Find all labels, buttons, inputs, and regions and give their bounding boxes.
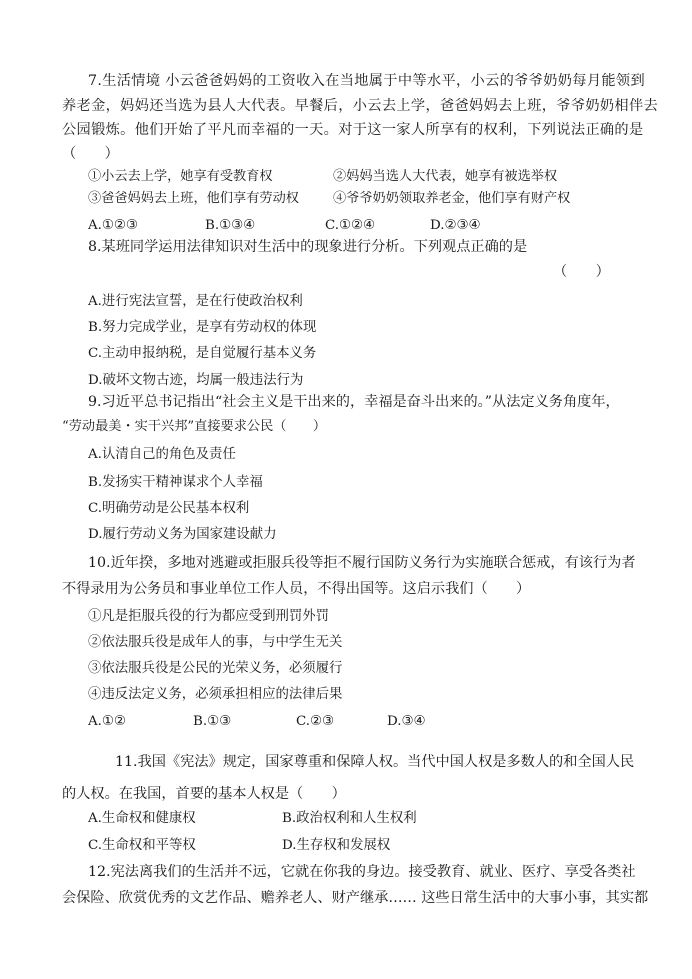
q12-line-2: 会保险、欣赏优秀的文艺作品、赡养老人、财产继承…… 这些日常生活中的大事小事，其实都	[62, 890, 649, 906]
q7-statement-4: ④爷爷奶奶领取养老金，他们享有财产权	[333, 191, 571, 206]
q7-line-2: 养老金，妈妈还当选为县人大代表。早餐后，小云去上学，爸爸妈妈去上班，爷爷奶奶相伴去	[62, 98, 659, 114]
q10-option-a: A.①②	[88, 714, 126, 729]
q8-option-d: D.破坏文物古迹，均属一般违法行为	[88, 373, 304, 388]
q7-option-a: A.①②③	[88, 218, 138, 233]
q10-option-b: B.①③	[193, 714, 232, 729]
q11-option-a: A.生命权和健康权	[88, 811, 196, 826]
q8-option-b: B.努力完成学业，是享有劳动权的体现	[88, 320, 317, 335]
q10-statement-1: ①凡是拒服兵役的行为都应受到刑罚外罚	[88, 609, 330, 624]
q8-line-1: 8.某班同学运用法律知识对生活中的现象进行分析。下列观点正确的是	[88, 239, 528, 255]
q11-line-2: 的人权。在我国，首要的基本人权是（ ）	[62, 786, 346, 802]
q10-line-2: 不得录用为公务员和事业单位工作人员，不得出国等。这启示我们（ ）	[62, 581, 531, 597]
q7-line-1: 7.生活情境 小云爸爸妈妈的工资收入在当地属于中等水平，小云的爷爷奶奶每月能领到	[88, 73, 645, 89]
q7-answer-bracket: （ ）	[62, 146, 119, 162]
q11-option-d: D.生存权和发展权	[282, 838, 391, 853]
q7-statement-3: ③爸爸妈妈去上班，他们享有劳动权	[88, 191, 299, 206]
q7-option-d: D.②③④	[430, 218, 481, 233]
q8-option-a: A.进行宪法宣誓，是在行使政治权利	[88, 294, 303, 309]
q7-option-c: C.①②④	[325, 218, 376, 233]
q10-line-1: 10.近年揆，多地对逃避或拒服兵役等拒不履行国防义务行为实施联合惩戒，有该行为者	[88, 555, 636, 571]
q11-line-1: 11.我国《宪法》规定，国家尊重和保障人权。当代中国人权是多数人的和全国人民	[115, 754, 635, 770]
q9-option-d: D.履行劳动义务为国家建设献力	[88, 527, 277, 542]
q9-line-2: “劳动最美・实干兴邦”直接要求公民（ ）	[62, 419, 327, 434]
q9-line-1: 9.习近平总书记指出“社会主义是干出来的，幸福是奋斗出来的。”从法定义务角度年，	[88, 394, 620, 410]
q10-statement-3: ③依法服兵役是公民的光荣义务，必须履行	[88, 661, 343, 676]
q8-option-c: C.主动申报纳税，是自觉履行基本义务	[88, 346, 317, 361]
q7-statement-1: ①小云去上学，她享有受教育权	[88, 169, 273, 184]
q7-line-3: 公园锻炼。他们开始了平凡而幸福的一天。对于这一家人所享有的权利，下列说法正确的是	[62, 122, 644, 138]
q11-option-c: C.生命权和平等权	[88, 838, 196, 853]
q10-option-c: C.②③	[296, 714, 335, 729]
q9-option-c: C.明确劳动是公民基本权利	[88, 501, 250, 516]
q7-option-b: B.①③④	[205, 218, 256, 233]
q9-option-a: A.认清自己的角色及责任	[88, 447, 236, 462]
q10-statement-2: ②依法服兵役是成年人的事，与中学生无关	[88, 635, 343, 650]
q10-option-d: D.③④	[387, 714, 426, 729]
q12-line-1: 12.宪法离我们的生活并不远，它就在你我的身边。接受教育、就业、医疗、享受各类社	[88, 864, 636, 880]
q7-statement-2: ②妈妈当选人大代表，她享有被选举权	[333, 169, 558, 184]
q11-option-b: B.政治权利和人生权利	[282, 811, 417, 826]
q10-statement-4: ④违反法定义务，必须承担相应的法律后果	[88, 687, 343, 702]
q9-option-b: B.发扬实干精神谋求个人幸福	[88, 475, 263, 490]
q8-answer-bracket: （ ）	[553, 264, 610, 280]
